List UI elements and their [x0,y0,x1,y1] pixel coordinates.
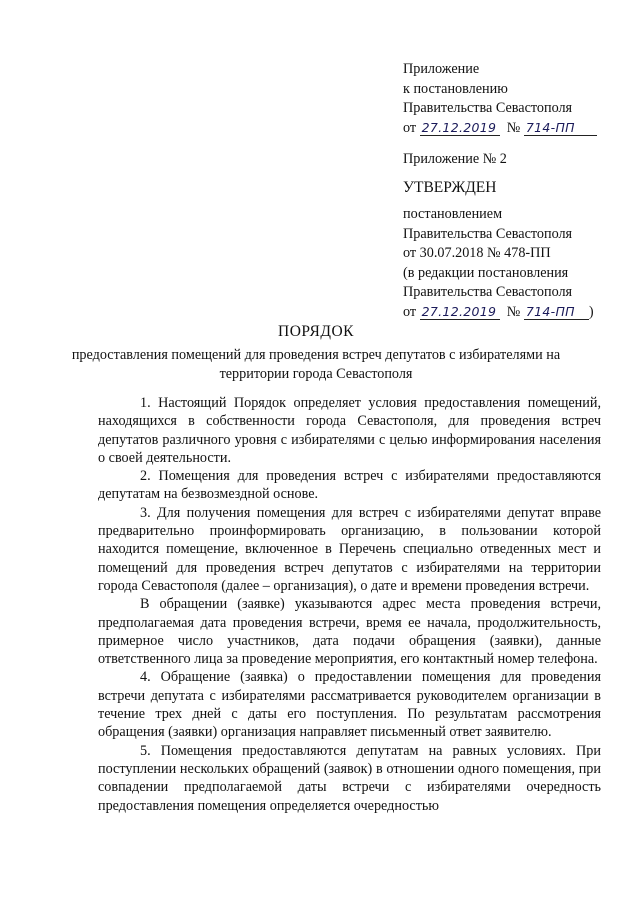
appendix-label: Приложение [403,61,480,77]
approval-line-4: (в редакции постановления [403,264,569,281]
from-prefix: от [403,119,417,136]
approval-line-5: Правительства Севастополя [403,284,573,300]
appendix-2-label: Приложение № 2 [403,151,507,167]
number-sign-2: № [506,303,521,320]
date-number-line-2 [403,303,594,323]
closing-paren: ) [588,303,594,320]
handwritten-date-2: 27.12.2019 [420,304,501,320]
number-sign: № [506,119,521,136]
paragraph-1: 1. Настоящий Порядок определяет условия предоставления помещений, находящихся в собственности города Севастополя, для проведения встреч депутатов различного уровня с избирателями с целью информирования населения о своей деятельности. [98,395,601,466]
date-number-line [403,119,597,139]
appendix-header [403,60,597,138]
government-name: Правительства Севастополя [403,100,573,116]
document-title: ПОРЯДОК [278,323,354,340]
approval-line-2: Правительства Севастополя [403,225,573,242]
title-block [0,322,632,384]
approval-line-1: постановлением [403,206,503,222]
document-body [98,394,601,815]
approval-line-3: от 30.07.2018 № 478-ПП [403,245,551,261]
paragraph-4: 4. Обращение (заявка) о предоставлении помещения для проведения встречи депутата с избирателями рассматривается руководителем организации в течение трех дней с даты его поступления. По результатам рассмотрения обращения (заявки) организация направляет письменный ответ заявителю. [98,669,601,741]
paragraph-3: 3. Для получения помещения для встреч с избирателями депутат вправе предварительно проинформировать организацию, в пользовании которой находится помещение, включенное в Перечень специально отведенных мест и помещений для проведения встреч депутатов с избирателями на территории города Севастополя (далее – организация), о дате и времени проведения встречи. [98,504,601,594]
from-prefix-2: от [403,303,417,320]
paragraph-3-continuation: В обращении (заявке) указываются адрес места проведения встречи, предполагаемая дата проведения встречи, время ее начала, продолжительность, примерное число участников, дата подачи обращения (заявки), данные ответственного лица за проведение мероприятия, его контактный номер телефона. [98,596,601,668]
document-subtitle: предоставления помещений для проведения встреч депутатов с избирателями на территории города Севастополя [71,347,561,382]
paragraph-5: 5. Помещения предоставляются депутатам на равных условиях. При поступлении нескольких обращений (заявок) в отношении одного помещения, при совпадении предполагаемой даты встречи с избирателями очередность предоставления помещения определяется очередностью [98,742,601,814]
paragraph-2: 2. Помещения для проведения встреч с избирателями предоставляются депутатам на безвозмездной основе. [98,468,601,503]
handwritten-date: 27.12.2019 [420,120,501,136]
handwritten-number: 714-ПП [524,120,597,136]
approved-label: УТВЕРЖДЕН [403,178,497,196]
approval-header [403,150,594,322]
resolution-ref: к постановлению [403,80,508,97]
handwritten-number-2: 714-ПП [524,304,589,320]
